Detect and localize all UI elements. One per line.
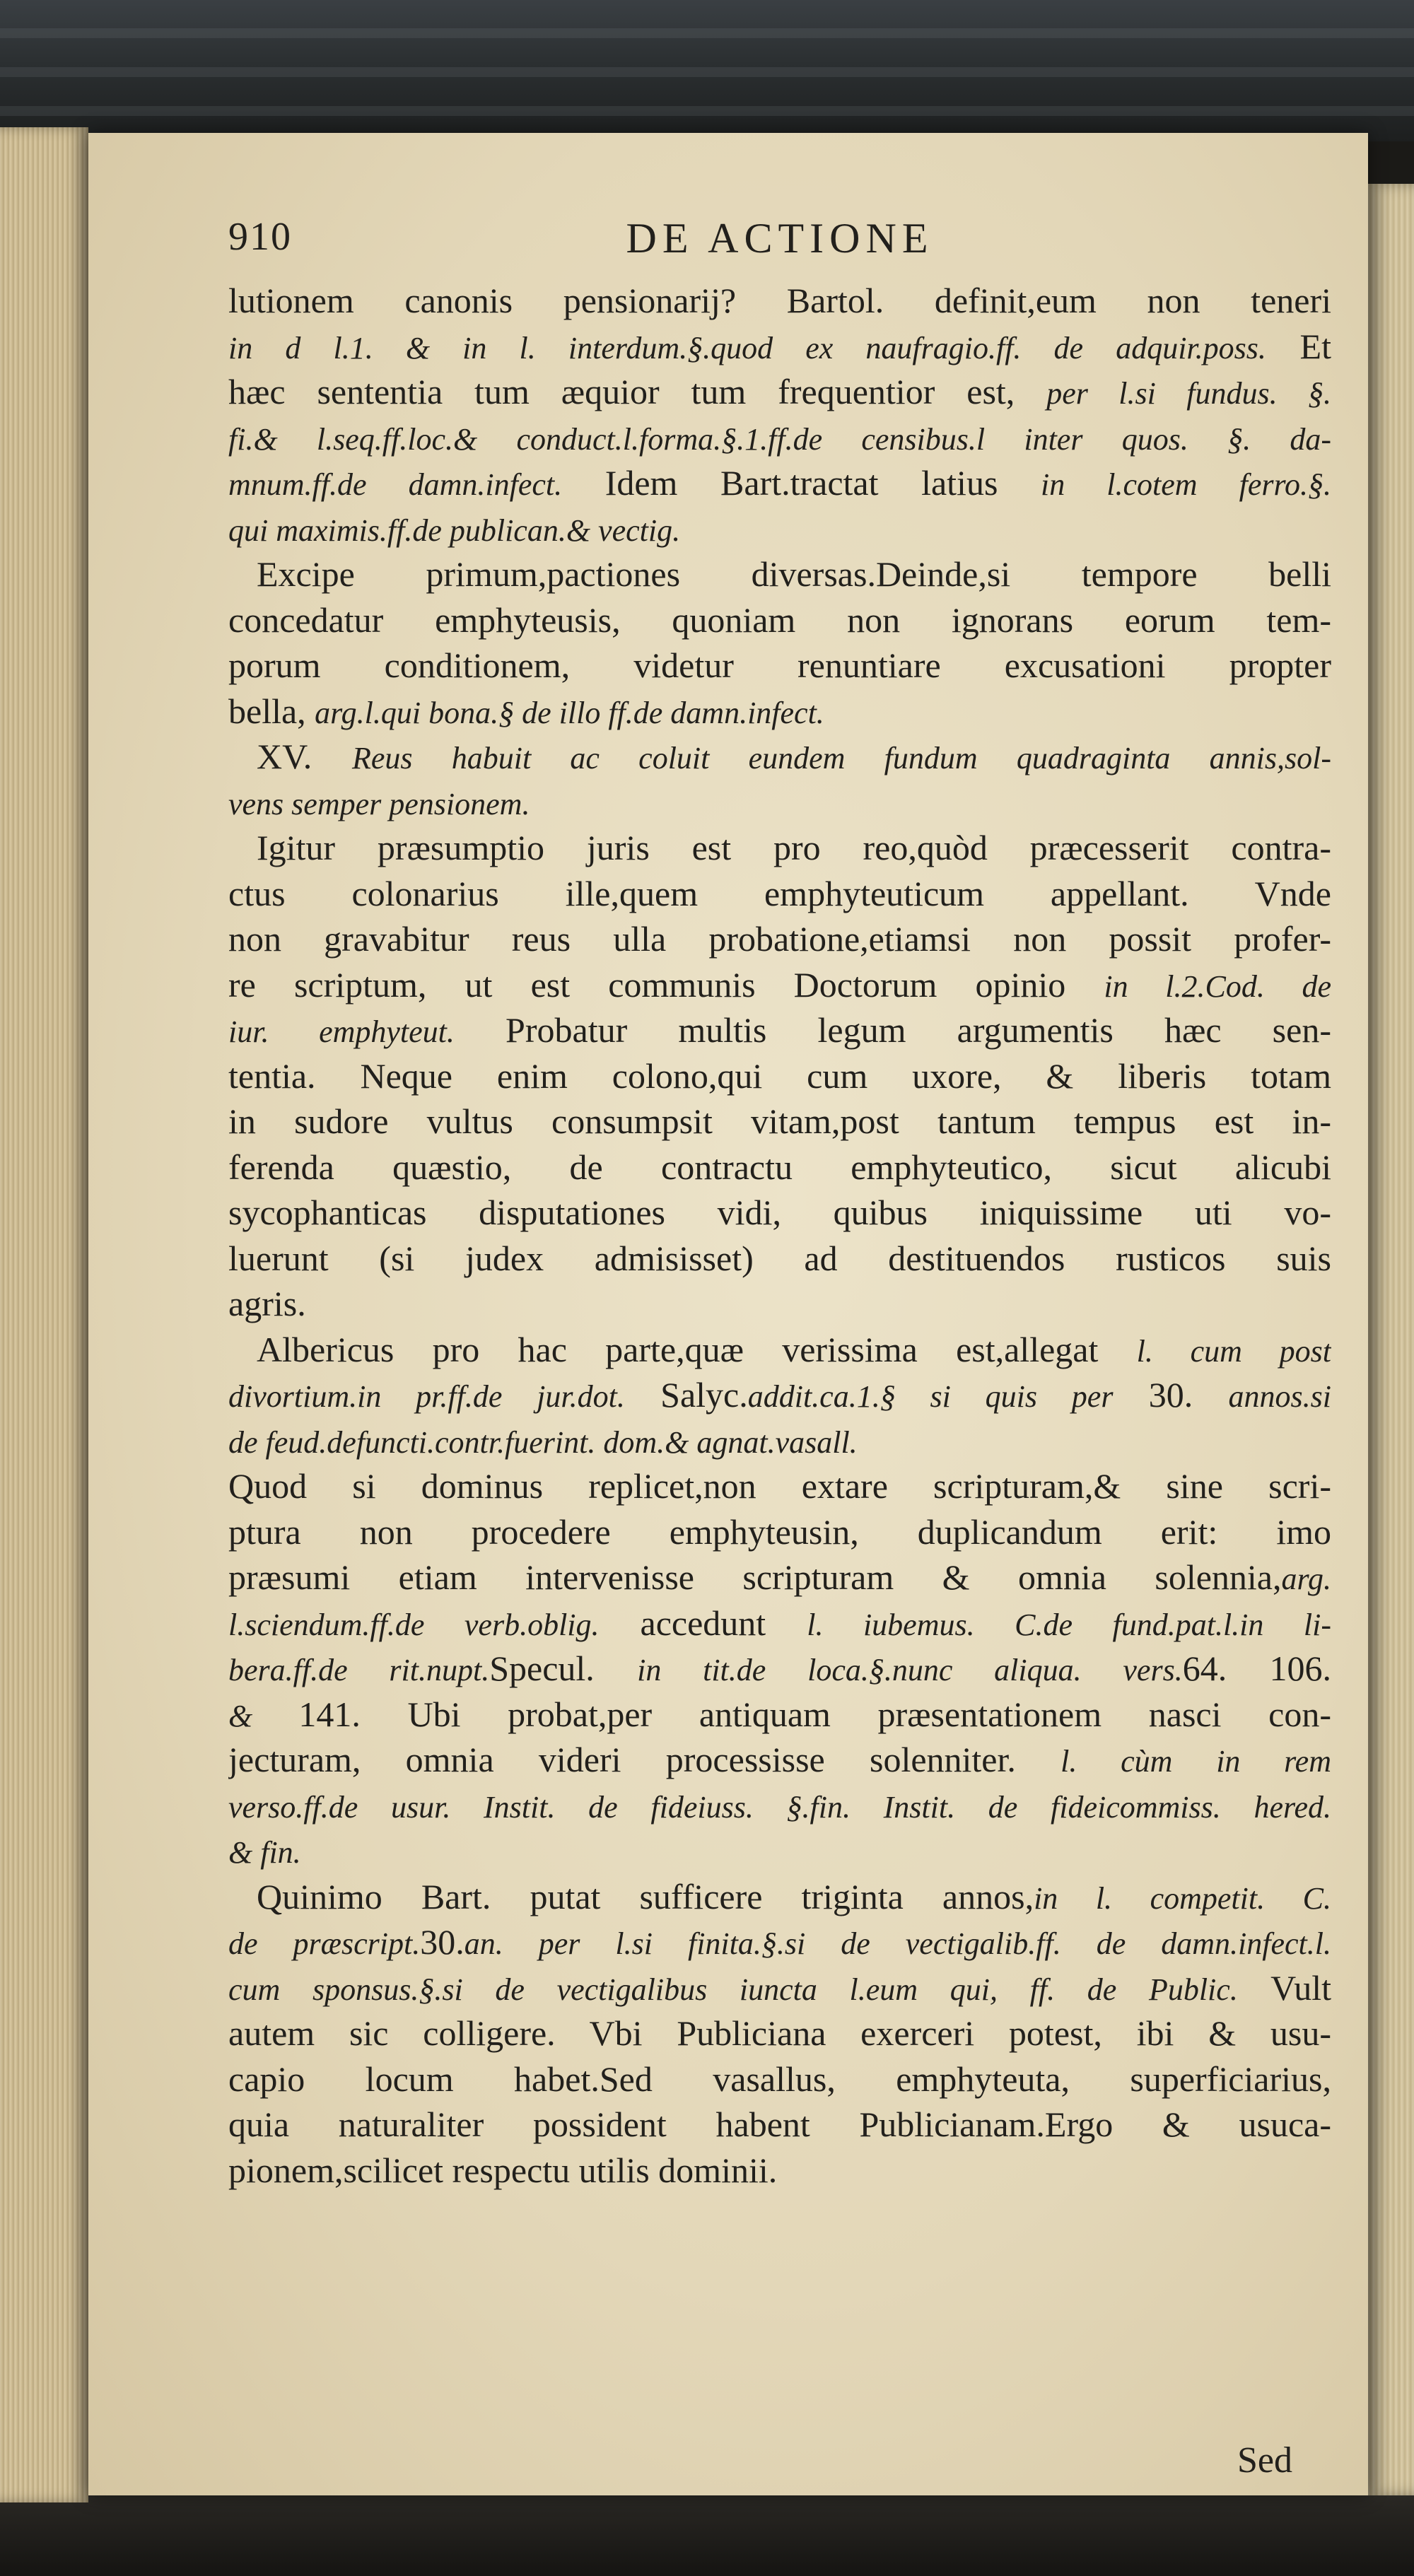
citation-text: divortium.in pr.ff.de jur.dot.: [228, 1379, 625, 1414]
text-line: [228, 1281, 1331, 1327]
citation-text: bera.ff.de rit.nupt.: [228, 1653, 490, 1687]
citation-text: l.sciendum.ff.de verb.oblig.: [228, 1607, 600, 1642]
text-run: hæc sententia tum æquior tum frequentior est,: [228, 372, 1047, 411]
citation-text: verso.ff.de usur. Instit. de fideiuss. §.fin. Instit. de fideicommiss. hered.: [228, 1789, 1331, 1825]
text-run: 30.: [420, 1922, 464, 1962]
text-line: [228, 1372, 1331, 1418]
text-line: [228, 1692, 1331, 1738]
text-line: [228, 1190, 1331, 1236]
text-line: [228, 734, 1331, 780]
text-run: bella,: [228, 691, 315, 731]
text-run: in sudore vultus consumpsit vitam,post tantum tempus est in-: [228, 1101, 1331, 1141]
citation-text: in l. competit. C.: [1034, 1880, 1331, 1916]
text-run: Probatur multis legum argumentis hæc sen-: [454, 1010, 1331, 1050]
text-line: [228, 1144, 1331, 1190]
page-number: 910: [228, 215, 292, 259]
text-line: [228, 643, 1331, 689]
text-line: [228, 780, 1331, 826]
text-line: [228, 506, 1331, 552]
citation-text: cum sponsus.§.si de vectigalibus iuncta l.eum qui, ff. de Public.: [228, 1972, 1238, 2007]
citation-text: in d l.1. & in l. interdum.§.quod ex naufragio.ff. de adquir.poss.: [228, 330, 1266, 365]
text-run: Specul.: [489, 1649, 638, 1688]
text-line: [228, 278, 1331, 324]
text-line: [228, 460, 1331, 506]
text-line: [228, 1555, 1331, 1600]
text-run: porum conditionem, videtur renuntiare excusationi propter: [228, 645, 1331, 685]
text-run: Albericus pro hac parte,quæ verissima est,allegat: [257, 1329, 1137, 1369]
text-line: [228, 2148, 1331, 2194]
citation-text: in l.cotem ferro.§.: [1040, 467, 1331, 502]
citation-text: annos.si: [1228, 1379, 1331, 1414]
text-line: [228, 689, 1331, 734]
text-run: 141. Ubi probat,per antiquam præsentationem nasci con-: [298, 1694, 1331, 1734]
text-line: [228, 1874, 1331, 1920]
citation-text: de præscript.: [228, 1926, 421, 1961]
text-line: [228, 369, 1331, 415]
text-line: [228, 597, 1331, 643]
text-line: [228, 871, 1331, 917]
text-run: ferenda quæstio, de contractu emphyteutico, sicut alicubi: [228, 1147, 1331, 1187]
text-line: [228, 1783, 1331, 1829]
text-run: Excipe primum,pactiones diversas.Deinde,si tempore belli: [257, 554, 1331, 594]
text-run: non gravabitur reus ulla probatione,etiamsi non possit profer-: [228, 919, 1331, 959]
text-line: [228, 1919, 1331, 1965]
citation-text: arg.: [1281, 1562, 1331, 1596]
citation-text: qui maximis.ff.de publican.& vectig.: [228, 513, 681, 548]
text-run: ctus colonarius ille,quem emphyteuticum appellant. Vnde: [228, 873, 1331, 913]
text-line: [228, 1327, 1331, 1373]
text-run: sycophanticas disputationes vidi, quibus iniquissime uti vo-: [228, 1193, 1331, 1232]
text-line: [228, 1509, 1331, 1555]
text-line: [228, 1600, 1331, 1646]
text-line: [228, 1236, 1331, 1282]
text-run: XV.: [257, 737, 352, 776]
text-line: [228, 2056, 1331, 2102]
text-line: [228, 2102, 1331, 2148]
text-run: Et: [1266, 326, 1331, 366]
text-run: 64. 106.: [1182, 1649, 1331, 1688]
page-edge-band: [0, 67, 1414, 77]
text-run: pionem,scilicet respectu utilis dominii.: [228, 2150, 778, 2190]
text-line: [228, 1007, 1331, 1053]
citation-text: l. iubemus. C.de fund.pat.l.in li-: [807, 1607, 1331, 1642]
text-line: [228, 1463, 1331, 1509]
right-page-stack: [1368, 184, 1414, 2495]
text-run: Igitur præsumptio juris est pro reo,quòd præcesserit contra-: [257, 828, 1331, 867]
text-line: [228, 1828, 1331, 1874]
citation-text: fi.& l.seq.ff.loc.& conduct.l.forma.§.1.ff.de censibus.l inter quos. §. da-: [228, 421, 1331, 457]
citation-text: l. cum post: [1136, 1333, 1331, 1369]
citation-text: addit.ca.1.§ si quis per: [747, 1379, 1114, 1414]
citation-text: Reus habuit ac coluit eundem fundum quadraginta annis,sol-: [352, 741, 1331, 775]
citation-text: mnum.ff.de damn.infect.: [228, 467, 563, 502]
text-line: [228, 2010, 1331, 2056]
citation-text: in l.2.Cod. de: [1104, 968, 1331, 1004]
citation-text: de feud.defuncti.contr.fuerint. dom.& agnat.vasall.: [228, 1424, 858, 1460]
text-run: accedunt: [599, 1603, 807, 1643]
citation-text: an. per l.si finita.§.si de vectigalib.ff. de damn.infect.l.: [464, 1926, 1331, 1961]
text-line: [228, 1418, 1331, 1464]
running-head: DE ACTIONE: [626, 215, 934, 262]
text-run: præsumi etiam intervenisse scripturam & omnia solennia,: [228, 1557, 1282, 1597]
text-line: [228, 1737, 1331, 1783]
text-run: Quod si dominus replicet,non extare scripturam,& sine scri-: [228, 1466, 1331, 1506]
citation-text: &: [228, 1698, 299, 1733]
body-text: [228, 278, 1331, 2193]
book-bottom-background: [0, 2495, 1414, 2576]
citation-text: iur. emphyteut.: [228, 1014, 455, 1049]
text-run: tentia. Neque enim colono,qui cum uxore, & liberis totam: [228, 1055, 1331, 1096]
text-run: autem sic colligere. Vbi Publiciana exerceri potest, ibi & usu-: [228, 2013, 1331, 2053]
page-edge-band: [0, 106, 1414, 116]
citation-text: in tit.de loca.§.nunc aliqua. vers.: [637, 1653, 1183, 1687]
citation-text: arg.l.qui bona.§ de illo ff.de damn.infect.: [315, 695, 824, 730]
text-run: quia naturaliter possident habent Publicianam.Ergo & usuca-: [228, 2104, 1331, 2144]
text-line: [228, 551, 1331, 597]
text-run: Vult: [1237, 1967, 1331, 2008]
text-line: [228, 1965, 1331, 2011]
text-line: [228, 415, 1331, 461]
text-run: concedatur emphyteusis, quoniam non ignorans eorum tem-: [228, 599, 1331, 640]
citation-text: vens semper pensionem.: [228, 786, 530, 821]
text-run: re scriptum, ut est communis Doctorum opinio: [228, 964, 1104, 1005]
text-line: [228, 1646, 1331, 1692]
text-run: lutionem canonis pensionarij? Bartol. definit,eum non teneri: [228, 281, 1331, 320]
text-run: jecturam, omnia videri processisse solenniter.: [228, 1740, 1061, 1779]
text-line: [228, 825, 1331, 871]
book-page: [88, 133, 1368, 2495]
text-run: Idem Bart.tractat latius: [562, 463, 1041, 503]
text-run: Salyc.: [624, 1375, 748, 1415]
citation-text: per l.si fundus. §.: [1046, 376, 1331, 411]
text-run: agris.: [228, 1284, 306, 1323]
text-line: [228, 324, 1331, 370]
citation-text: & fin.: [228, 1835, 301, 1870]
text-line: [228, 1099, 1331, 1144]
page-header: [228, 214, 1331, 271]
page-edge-band: [0, 28, 1414, 38]
text-run: 30.: [1113, 1375, 1229, 1415]
text-run: Quinimo Bart. putat sufficere triginta annos,: [257, 1876, 1034, 1916]
text-run: luerunt (si judex admisisset) ad destituendos rusticos suis: [228, 1238, 1331, 1278]
text-line: [228, 1053, 1331, 1099]
catchword: Sed: [1237, 2440, 1292, 2481]
text-run: capio locum habet.Sed vasallus, emphyteuta, superficiarius,: [228, 2059, 1331, 2099]
book-top-background: [0, 0, 1414, 141]
text-run: ptura non procedere emphyteusin, duplicandum erit: imo: [228, 1511, 1331, 1552]
citation-text: l. cùm in rem: [1060, 1744, 1331, 1779]
text-line: [228, 916, 1331, 962]
left-page-stack: [0, 127, 88, 2502]
text-line: [228, 962, 1331, 1008]
